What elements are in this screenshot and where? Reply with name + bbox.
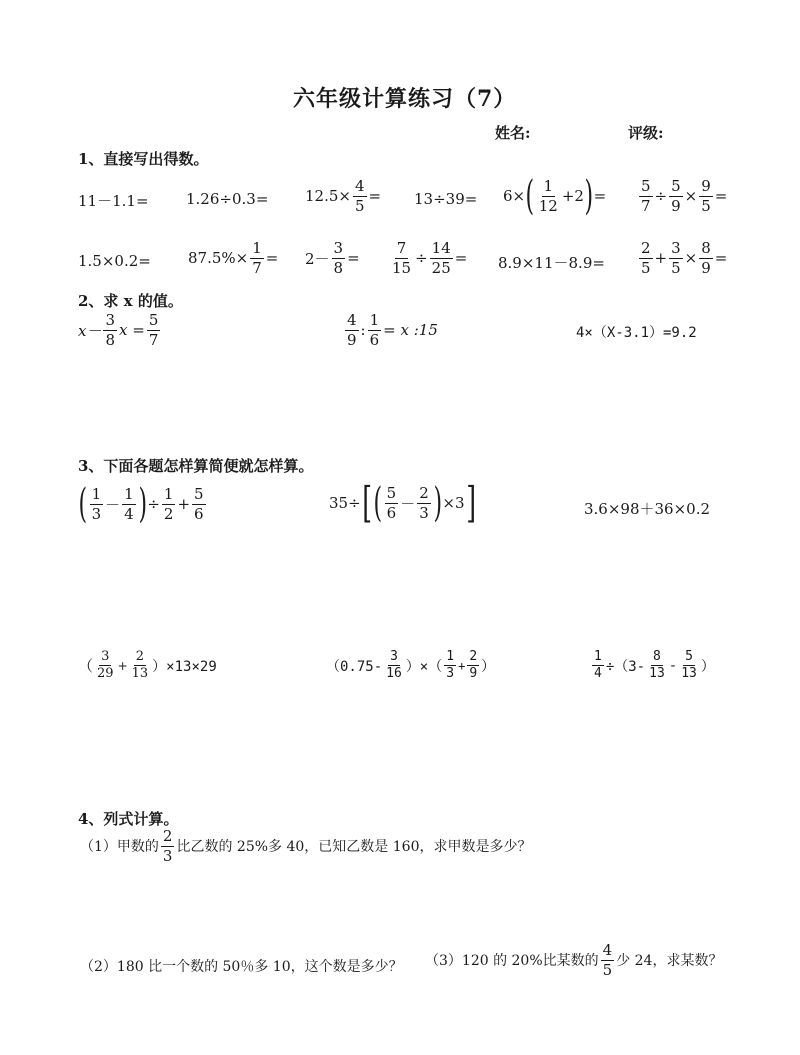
operator: ×	[684, 249, 698, 267]
problem-1-9	[305, 240, 360, 276]
denominator: 3	[162, 846, 173, 865]
fraction	[699, 240, 713, 276]
operator: ÷	[415, 249, 428, 267]
fraction	[699, 178, 713, 214]
grade-label: 评级:	[628, 124, 664, 142]
denominator: 5	[671, 258, 681, 277]
left-paren: (	[525, 173, 535, 219]
right-bracket: ]	[465, 478, 476, 527]
expression-3-4	[78, 650, 217, 682]
numerator: 1	[124, 485, 134, 503]
numerator: 8	[651, 650, 663, 666]
right-paren: )	[138, 481, 147, 527]
numerator: 2	[162, 827, 173, 845]
denominator: 13	[649, 666, 665, 682]
fraction	[669, 240, 683, 276]
denominator: 9	[347, 330, 357, 349]
denominator: 6	[369, 330, 380, 349]
fraction	[161, 828, 175, 864]
fraction	[592, 650, 604, 682]
numerator: 2	[419, 484, 429, 502]
numerator: 8	[701, 239, 711, 257]
numerator: 3	[105, 311, 116, 329]
section-3-heading: 3、下面各题怎样算简便就怎样算。	[78, 457, 314, 475]
term: （1）甲数的	[80, 839, 159, 855]
term: =	[714, 249, 728, 267]
problem-1-1: 11－1.1=	[78, 192, 149, 210]
term: =	[347, 249, 360, 267]
denominator: 4	[124, 504, 134, 523]
fraction	[95, 650, 116, 682]
term: 35÷	[329, 494, 361, 512]
section-4-heading: 4、列式计算。	[78, 810, 179, 828]
term: 少 24，求某数？	[616, 953, 723, 969]
fraction	[601, 942, 615, 978]
denominator: 6	[386, 503, 397, 522]
right-paren: )	[433, 480, 442, 526]
equation-2-1	[78, 312, 162, 348]
fraction	[147, 312, 161, 348]
term: 6×	[503, 187, 526, 205]
numerator: 5	[683, 650, 695, 666]
denominator: 5	[641, 258, 651, 277]
left-paren: (	[78, 481, 88, 527]
numerator: 5	[194, 485, 204, 503]
expression-3-2	[329, 478, 477, 527]
left-bracket: [	[361, 478, 372, 527]
section-2-heading: 2、求 x 的值。	[78, 292, 183, 310]
denominator: 5	[602, 960, 613, 979]
denominator: 6	[194, 504, 204, 523]
operator: －	[400, 494, 416, 513]
numerator: 3	[388, 650, 400, 666]
fraction	[250, 240, 264, 276]
left-paren: (	[373, 480, 383, 526]
term: x =	[119, 321, 145, 339]
fraction	[384, 650, 404, 682]
expression-3-5	[326, 650, 495, 682]
numerator: 7	[396, 239, 407, 257]
fraction	[639, 178, 653, 214]
fraction	[103, 312, 117, 348]
term: （	[78, 657, 94, 676]
fraction	[90, 486, 104, 522]
term: =	[454, 249, 468, 267]
equation-2-2	[343, 312, 438, 348]
denominator: 5	[701, 196, 711, 215]
denominator: 3	[446, 666, 455, 682]
term: =	[714, 187, 728, 205]
section-1-heading: 1、直接写出得数。	[78, 150, 209, 168]
denominator: 16	[386, 666, 402, 682]
term: ×3	[442, 494, 465, 512]
operator: ÷	[147, 495, 160, 513]
term: =	[368, 187, 382, 205]
operator: -	[668, 657, 678, 674]
term: 12.5×	[305, 187, 351, 205]
fraction	[353, 178, 367, 214]
numerator: 9	[701, 177, 711, 195]
question-4-3	[425, 942, 722, 978]
numerator: 3	[333, 239, 344, 257]
denominator: 8	[105, 330, 116, 349]
operator: ÷	[654, 187, 668, 205]
problem-1-3	[305, 178, 381, 214]
denominator: 13	[131, 666, 149, 682]
problem-1-2: 1.26÷0.3=	[186, 190, 269, 208]
denominator: 9	[701, 258, 711, 277]
numerator: 3	[671, 239, 681, 257]
denominator: 3	[91, 504, 102, 523]
denominator: 12	[538, 196, 558, 215]
denominator: 8	[333, 258, 344, 277]
term: （0.75-	[326, 658, 383, 675]
numerator: 4	[354, 177, 365, 195]
operator: ×	[684, 187, 698, 205]
numerator: 1	[543, 177, 554, 195]
fraction	[390, 240, 413, 276]
term: =	[593, 187, 607, 205]
numerator: 5	[641, 177, 651, 195]
denominator: 13	[681, 666, 697, 682]
numerator: 1	[91, 485, 102, 503]
fraction	[368, 312, 382, 348]
fraction	[647, 650, 667, 682]
question-4-1	[80, 828, 531, 864]
term: x－	[78, 321, 102, 340]
expression-3-1	[78, 481, 208, 527]
problem-1-12	[637, 240, 727, 276]
fraction	[467, 650, 479, 682]
fraction	[192, 486, 206, 522]
term: = x :15	[383, 321, 438, 339]
term: ）×（	[405, 658, 443, 675]
term: ）×13×29	[152, 658, 217, 675]
operator: +	[177, 495, 191, 513]
fraction	[444, 650, 456, 682]
term: 比乙数的 25%多 40，已知乙数是 160，求甲数是多少？	[176, 839, 532, 855]
problem-1-6	[637, 178, 727, 214]
problem-1-8	[188, 240, 278, 276]
denominator: 15	[392, 258, 412, 277]
term: =	[265, 249, 279, 267]
problem-1-11: 8.9×11－8.9=	[498, 254, 605, 272]
numerator: 4	[602, 941, 613, 959]
denominator: 4	[594, 666, 602, 682]
operator: +	[654, 249, 668, 267]
numerator: 4	[347, 311, 357, 329]
numerator: 5	[671, 177, 681, 195]
numerator: 5	[386, 484, 397, 502]
denominator: 2	[163, 504, 174, 523]
operator: +	[117, 658, 128, 673]
denominator: 7	[252, 258, 262, 277]
term: ）	[700, 658, 715, 675]
expression-3-6	[590, 650, 715, 682]
fraction	[385, 485, 399, 521]
numerator: 14	[431, 239, 451, 257]
operator: +	[458, 658, 466, 673]
denominator: 3	[419, 503, 429, 522]
fraction	[122, 486, 136, 522]
term: ÷（3-	[605, 658, 646, 675]
name-label: 姓名:	[495, 124, 531, 142]
operator: :	[360, 321, 366, 339]
numerator: 2	[641, 239, 651, 257]
numerator: 1	[444, 650, 456, 666]
term: +2	[561, 187, 584, 205]
numerator: 1	[252, 239, 262, 257]
denominator: 25	[431, 258, 451, 277]
denominator: 5	[354, 196, 365, 215]
fraction	[639, 240, 653, 276]
denominator: 9	[469, 666, 478, 682]
fraction	[332, 240, 346, 276]
fraction	[679, 650, 699, 682]
numerator: 1	[369, 311, 380, 329]
denominator: 29	[97, 666, 114, 682]
term: （3）120 的 20%比某数的	[425, 953, 599, 969]
page-title: 六年级计算练习（7）	[293, 86, 517, 112]
problem-1-5	[503, 173, 607, 219]
fraction	[669, 178, 683, 214]
numerator: 5	[148, 311, 159, 329]
question-4-2: （2）180 比一个数的 50％多 10，这个数是多少？	[80, 959, 403, 975]
equation-2-3: 4×（X-3.1）=9.2	[576, 325, 697, 341]
fraction	[537, 178, 560, 214]
term: 2－	[305, 249, 330, 268]
denominator: 7	[148, 330, 159, 349]
numerator: 1	[163, 485, 174, 503]
term: 87.5%×	[188, 249, 249, 267]
problem-1-10	[388, 240, 467, 276]
numerator: 3	[99, 650, 111, 666]
fraction	[162, 486, 176, 522]
fraction	[345, 312, 359, 348]
right-paren: )	[584, 173, 594, 219]
problem-1-4: 13÷39=	[414, 190, 478, 208]
operator: －	[105, 495, 121, 514]
term: ）	[481, 658, 496, 675]
fraction	[430, 240, 453, 276]
fraction	[417, 485, 431, 521]
fraction	[130, 650, 151, 682]
problem-1-7: 1.5×0.2=	[78, 252, 151, 270]
numerator: 2	[467, 650, 479, 666]
expression-3-3: 3.6×98＋36×0.2	[584, 500, 711, 518]
denominator: 7	[641, 196, 651, 215]
numerator: 1	[592, 650, 604, 666]
denominator: 9	[671, 196, 681, 215]
numerator: 2	[134, 650, 146, 666]
